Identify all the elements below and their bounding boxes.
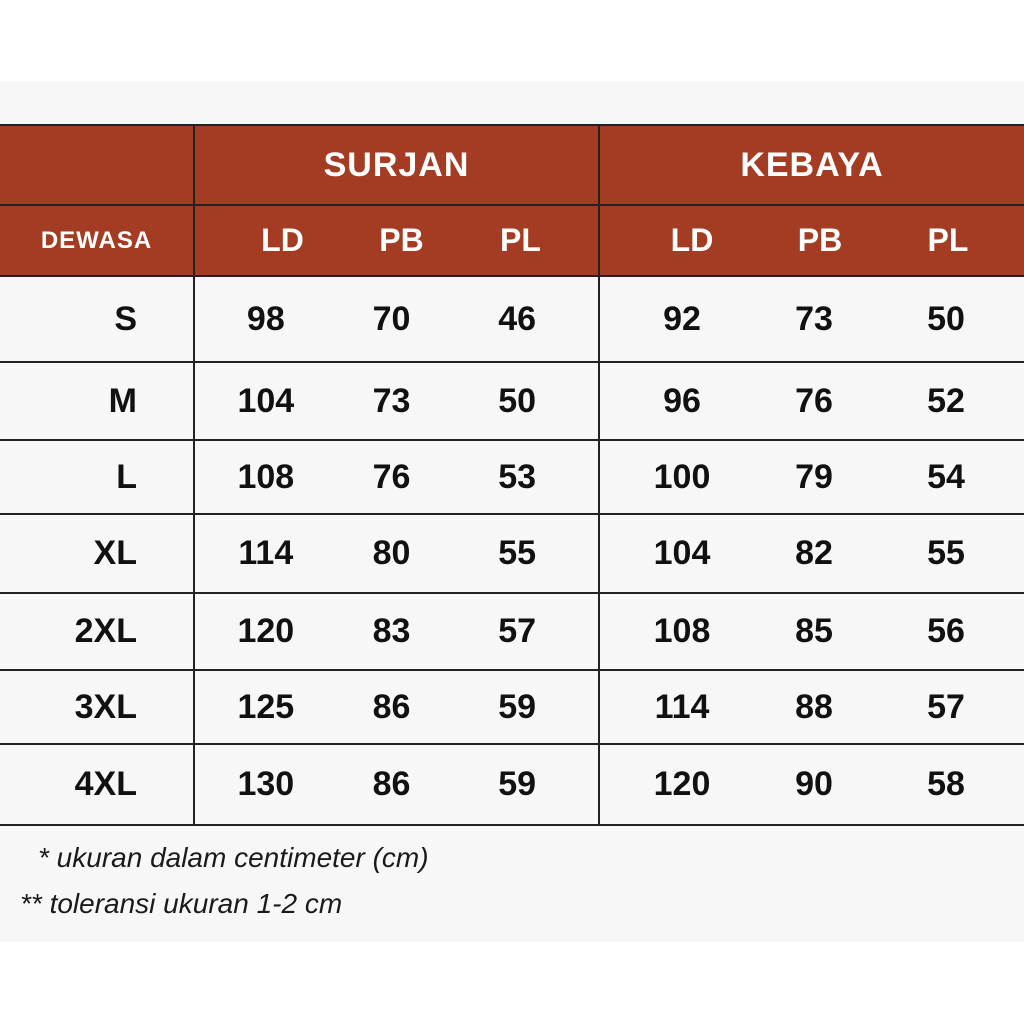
table-cell: 88 — [795, 687, 833, 726]
size-label-4xl: 4XL — [0, 745, 193, 826]
table-cell: 90 — [795, 765, 833, 803]
surjan-values-l — [193, 441, 598, 515]
table-cell: 59 — [498, 765, 537, 803]
table-cell: 76 — [372, 457, 411, 496]
table-cell: 52 — [927, 381, 965, 420]
kebaya-values-s — [598, 277, 1024, 363]
table-cell: 108 — [237, 457, 295, 496]
kebaya-values-l — [598, 441, 1024, 515]
table-cell: 120 — [653, 765, 711, 803]
kebaya-values-4xl — [598, 745, 1024, 826]
table-cell: 130 — [237, 765, 295, 803]
header-corner-cell — [0, 124, 193, 206]
table-cell: 70 — [372, 299, 411, 338]
table-cell: 53 — [498, 457, 537, 496]
table-cell: 55 — [927, 534, 965, 572]
size-label-2xl: 2XL — [0, 594, 193, 671]
table-cell: 59 — [498, 687, 537, 726]
table-cell: 98 — [246, 299, 285, 338]
table-cell: 73 — [372, 381, 411, 420]
surjan-group-header: SURJAN — [193, 124, 598, 206]
dewasa-row-label: DEWASA — [0, 206, 193, 277]
surjan-values-s — [193, 277, 598, 363]
table-cell: 79 — [795, 457, 833, 496]
table-cell: 46 — [498, 299, 537, 338]
size-chart-table — [0, 124, 1024, 826]
table-cell: 86 — [372, 687, 411, 726]
table-cell: 57 — [927, 687, 965, 726]
surjan-values-3xl — [193, 671, 598, 745]
table-cell: 82 — [795, 534, 833, 572]
kebaya-col-pb: PB — [797, 222, 843, 258]
table-cell: 50 — [927, 299, 965, 338]
table-cell: 55 — [498, 534, 537, 572]
table-cell: 104 — [653, 534, 711, 572]
table-cell: 76 — [795, 381, 833, 420]
table-cell: 73 — [795, 299, 833, 338]
size-label-s: S — [0, 277, 193, 363]
surjan-values-2xl — [193, 594, 598, 671]
kebaya-col-pl: PL — [927, 222, 969, 258]
table-cell: 57 — [498, 612, 537, 650]
table-cell: 92 — [663, 299, 701, 338]
table-cell: 120 — [237, 612, 295, 650]
kebaya-values-xl — [598, 515, 1024, 594]
kebaya-values-m — [598, 363, 1024, 441]
table-cell: 96 — [663, 381, 701, 420]
kebaya-group-header: KEBAYA — [598, 124, 1024, 206]
surjan-col-pl: PL — [500, 222, 541, 258]
table-cell: 50 — [498, 381, 537, 420]
table-cell: 125 — [237, 687, 295, 726]
kebaya-values-3xl — [598, 671, 1024, 745]
footnote-tolerance: ** toleransi ukuran 1-2 cm — [20, 888, 343, 919]
size-label-3xl: 3XL — [0, 671, 193, 745]
table-cell: 86 — [372, 765, 411, 803]
table-cell: 58 — [927, 765, 965, 803]
surjan-col-ld: LD — [261, 222, 304, 258]
surjan-values-4xl — [193, 745, 598, 826]
surjan-col-pb: PB — [379, 222, 424, 258]
table-cell: 104 — [237, 381, 295, 420]
footnote-unit: * ukuran dalam centimeter (cm) — [38, 842, 429, 873]
kebaya-values-2xl — [598, 594, 1024, 671]
size-label-xl: XL — [0, 515, 193, 594]
kebaya-col-ld: LD — [670, 222, 714, 258]
table-cell: 100 — [653, 457, 711, 496]
table-cell: 83 — [372, 612, 411, 650]
table-cell: 56 — [927, 612, 965, 650]
size-label-m: M — [0, 363, 193, 441]
table-cell: 114 — [654, 687, 710, 726]
kebaya-column-headers — [598, 206, 1024, 277]
table-cell: 108 — [653, 612, 711, 650]
surjan-column-headers — [193, 206, 598, 277]
table-cell: 114 — [238, 534, 294, 572]
table-cell: 54 — [927, 457, 965, 496]
surjan-values-xl — [193, 515, 598, 594]
table-cell: 85 — [795, 612, 833, 650]
surjan-values-m — [193, 363, 598, 441]
size-label-l: L — [0, 441, 193, 515]
table-cell: 80 — [372, 534, 411, 572]
